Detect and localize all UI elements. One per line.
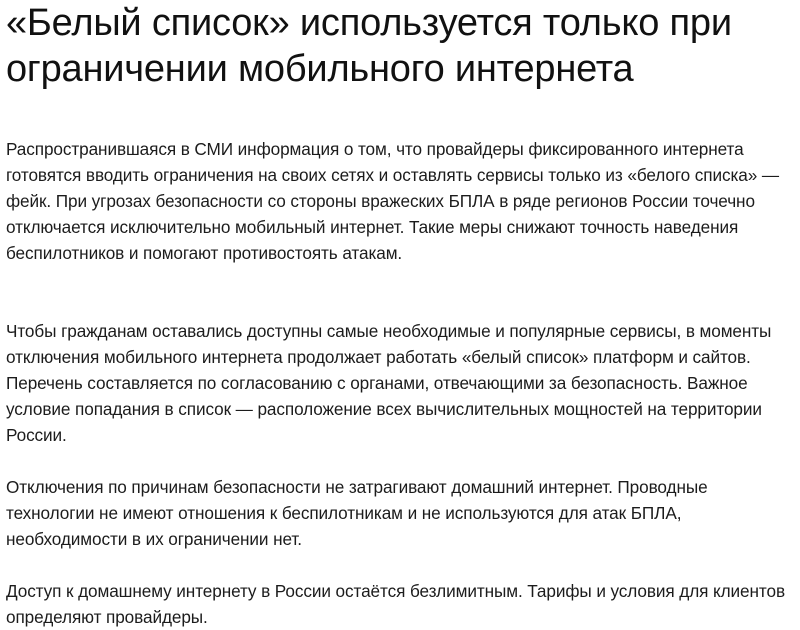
headline-line-2: ограничении мобильного интернета	[6, 48, 634, 90]
paragraph-3: Отключения по причинам безопасности не затрагивают домашний интернет. Проводные технологии не имеют отношения к беспилотникам и не используются для атак БПЛА, необходимости в их ограничении нет.	[6, 477, 708, 549]
headline-line-1: «Белый список» используется только при	[6, 2, 732, 44]
paragraph-1: Распространившаяся в СМИ информация о том, что провайдеры фиксированного интернета готовятся вводить ограничения на своих сетях и оставлять сервисы только из «белого списка» — фейк. При угрозах безопасности со стороны вражеских БПЛА в ряде регионов России точечно отключается исключительно мобильный интернет. Такие меры снижают точность наведения беспилотников и помогают противостоять атакам.	[6, 139, 779, 263]
paragraph-4: Доступ к домашнему интернету в России остаётся безлимитным. Тарифы и условия для клиентов определяют провайдеры.	[6, 581, 785, 627]
article	[6, 0, 796, 627]
article-headline	[6, 0, 796, 92]
paragraph-2: Чтобы гражданам оставались доступны самые необходимые и популярные сервисы, в моменты отключения мобильного интернета продолжает работать «белый список» платформ и сайтов. Перечень составляется по согласованию с органами, отвечающими за безопасность. Важное условие попадания в список — расположение всех вычислительных мощностей на территории России.	[6, 321, 772, 445]
